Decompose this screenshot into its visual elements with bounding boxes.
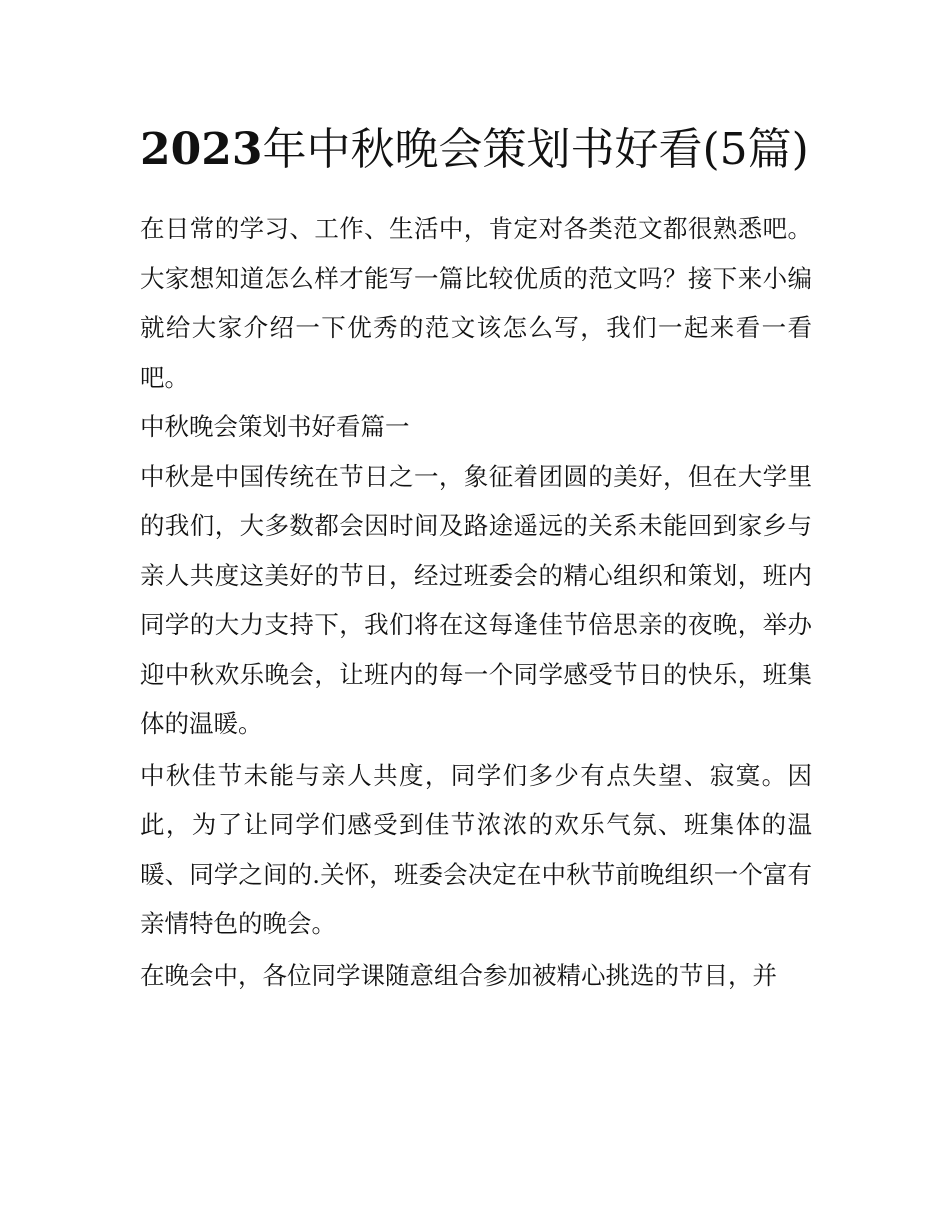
document-page: [140, 118, 812, 1000]
body-paragraph-1: 中秋是中国传统在节日之一，象征着团圆的美好，但在大学里的我们，大多数都会因时间及路途遥远的关系未能回到家乡与亲人共度这美好的节日，经过班委会的精心组织和策划，班内同学的大力支持下，我们将在这每逢佳节倍思亲的夜晚，举办迎中秋欢乐晚会，让班内的每一个同学感受节日的快乐，班集体的温暖。: [140, 461, 812, 738]
body-paragraph-2: 中秋佳节未能与亲人共度，同学们多少有点失望、寂寞。因此，为了让同学们感受到佳节浓浓的欢乐气氛、班集体的温暖、同学之间的.关怀，班委会决定在中秋节前晚组织一个富有亲情特色的晚会。: [140, 760, 812, 938]
title-text: 年中秋晚会策划书好看(5篇): [262, 124, 809, 175]
intro-paragraph: 在日常的学习、工作、生活中，肯定对各类范文都很熟悉吧。大家想知道怎么样才能写一篇比较优质的范文吗？接下来小编就给大家介绍一下优秀的范文该怎么写，我们一起来看一看吧。: [140, 214, 812, 392]
title-year: 2023: [140, 124, 263, 175]
body-paragraph-3: 在晚会中，各位同学课随意组合参加被精心挑选的节目，并: [140, 960, 777, 990]
section-heading: 中秋晚会策划书好看篇一: [140, 412, 410, 441]
document-title: [140, 118, 812, 182]
